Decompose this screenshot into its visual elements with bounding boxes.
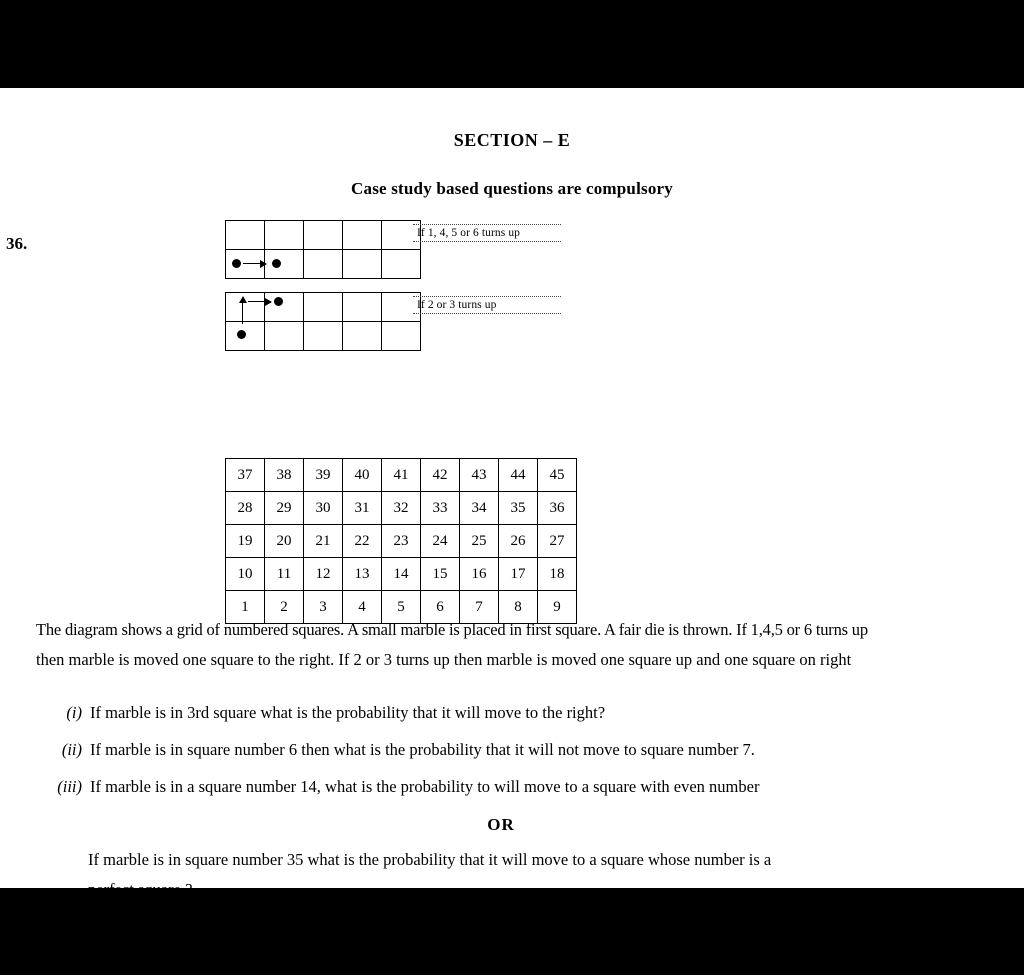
grid-cell: 41 (382, 459, 421, 492)
grid-cell: 13 (343, 558, 382, 591)
list-item (36, 738, 966, 762)
grid-cell: 17 (499, 558, 538, 591)
grid-cell: 36 (538, 492, 577, 525)
numbered-grid-body (226, 459, 577, 624)
grid-cell: 16 (460, 558, 499, 591)
grid-cell: 42 (421, 459, 460, 492)
item-text: If marble is in square number 6 then what is the probability that it will not move to square number 7. (90, 740, 755, 759)
grid-cell: 29 (265, 492, 304, 525)
rule-2-cell (343, 322, 382, 351)
grid-cell: 1 (226, 591, 265, 624)
grid-cell: 33 (421, 492, 460, 525)
grid-cell: 20 (265, 525, 304, 558)
rule-2-cell (304, 322, 343, 351)
rule-1-cell (265, 250, 304, 279)
rule-2-cell (382, 322, 421, 351)
or-question-line-1: If marble is in square number 35 what is the probability that it will move to a square whose number is a (88, 850, 772, 869)
rule-1-cell-start (226, 250, 265, 279)
passage (36, 615, 936, 675)
grid-cell: 30 (304, 492, 343, 525)
grid-cell: 31 (343, 492, 382, 525)
grid-cell: 27 (538, 525, 577, 558)
grid-row (226, 459, 577, 492)
rule-1-cell (382, 250, 421, 279)
grid-cell: 5 (382, 591, 421, 624)
grid-row (226, 492, 577, 525)
question-number: 36. (6, 234, 28, 253)
rule-2-label: If 2 or 3 turns up (413, 296, 561, 314)
arrow-right-icon (243, 263, 265, 264)
or-question (36, 845, 966, 905)
grid-cell: 2 (265, 591, 304, 624)
rule-1-cell (304, 221, 343, 250)
rule-1-grid (225, 220, 421, 279)
grid-row (226, 525, 577, 558)
rule-2-cell-target (226, 293, 265, 322)
grid-cell: 40 (343, 459, 382, 492)
section-title: SECTION – E (453, 130, 571, 150)
grid-cell: 14 (382, 558, 421, 591)
grid-cell: 39 (304, 459, 343, 492)
grid-cell: 9 (538, 591, 577, 624)
grid-cell: 43 (460, 459, 499, 492)
marble-dot-icon (232, 259, 241, 268)
rule-1-cell (226, 221, 265, 250)
rule-1-cell (343, 221, 382, 250)
list-item (36, 701, 966, 725)
grid-cell: 22 (343, 525, 382, 558)
rule-1-cell (304, 250, 343, 279)
grid-cell: 26 (499, 525, 538, 558)
item-marker: (i) (66, 703, 82, 722)
grid-row (226, 558, 577, 591)
rule-2-cell (265, 322, 304, 351)
grid-cell: 44 (499, 459, 538, 492)
grid-cell: 38 (265, 459, 304, 492)
grid-cell: 8 (499, 591, 538, 624)
grid-cell: 3 (304, 591, 343, 624)
grid-cell: 25 (460, 525, 499, 558)
grid-cell: 18 (538, 558, 577, 591)
grid-cell: 15 (421, 558, 460, 591)
numbered-grid (225, 458, 577, 624)
passage-line-1: The diagram shows a grid of numbered squares. A small marble is placed in first square. A fair die is thrown. If 1,4,5 or 6 turns up (36, 620, 868, 639)
grid-cell: 34 (460, 492, 499, 525)
grid-cell: 35 (499, 492, 538, 525)
or-label: OR (487, 815, 515, 834)
grid-cell: 6 (421, 591, 460, 624)
grid-cell: 28 (226, 492, 265, 525)
or-question-line-2: perfect square ? (88, 880, 193, 899)
question-items (36, 688, 966, 905)
rule-2-grid (225, 292, 421, 351)
document-page (0, 88, 1024, 899)
grid-cell: 45 (538, 459, 577, 492)
grid-cell: 32 (382, 492, 421, 525)
marble-dot-icon (237, 330, 246, 339)
grid-cell: 24 (421, 525, 460, 558)
rule-1-cell (343, 250, 382, 279)
rule-2-cell (304, 293, 343, 322)
rule-2-cells (225, 292, 421, 351)
grid-cell: 21 (304, 525, 343, 558)
passage-line-2: then marble is moved one square to the right. If 2 or 3 turns up then marble is moved one square up and one square on right (36, 650, 852, 669)
grid-cell: 19 (226, 525, 265, 558)
rule-2-cell (265, 293, 304, 322)
item-marker: (ii) (61, 740, 82, 759)
grid-cell: 7 (460, 591, 499, 624)
item-text: If marble is in 3rd square what is the probability that it will move to the right? (90, 703, 606, 722)
grid-cell: 12 (304, 558, 343, 591)
item-text: If marble is in a square number 14, what is the probability to will move to a square with even number (90, 777, 760, 796)
rule-2-cell (343, 293, 382, 322)
rule-1-cell (265, 221, 304, 250)
list-item (36, 775, 966, 799)
rule-1-label: If 1, 4, 5 or 6 turns up (413, 224, 561, 242)
grid-cell: 23 (382, 525, 421, 558)
grid-cell: 4 (343, 591, 382, 624)
grid-cell: 11 (265, 558, 304, 591)
section-subtitle: Case study based questions are compulsory (351, 179, 673, 198)
rule-2-cell-start (226, 322, 265, 351)
item-marker: (iii) (57, 777, 82, 796)
rule-1-cells (225, 220, 421, 279)
grid-cell: 37 (226, 459, 265, 492)
grid-cell: 10 (226, 558, 265, 591)
